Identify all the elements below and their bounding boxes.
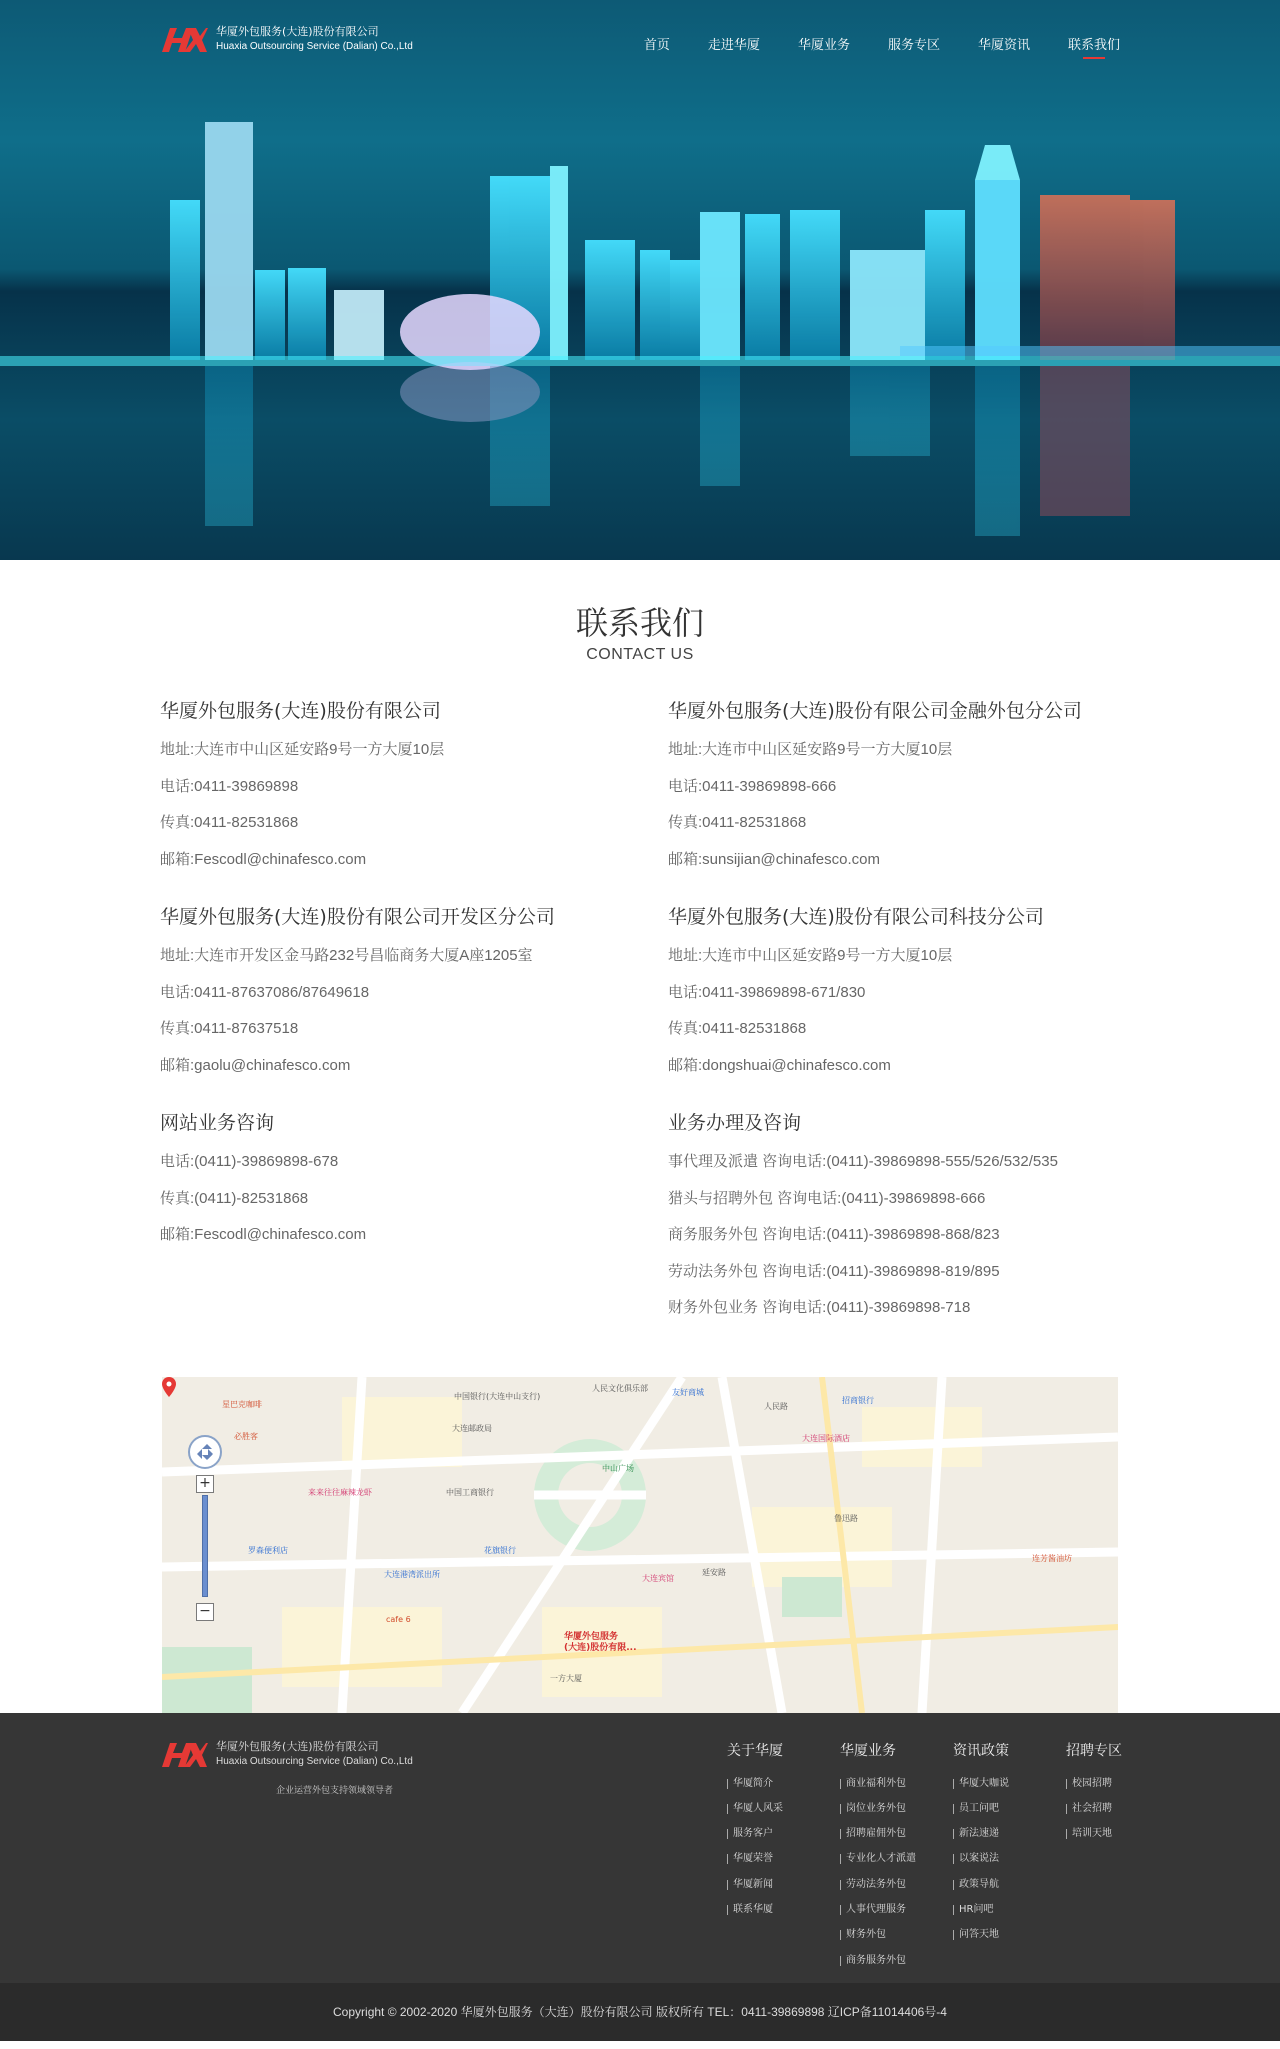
office-phone: 电话:(0411)-39869898-678	[160, 1153, 339, 1170]
footer-link[interactable]: 员工问吧	[953, 1796, 1066, 1821]
map-poi-label: cafe 6	[386, 1614, 411, 1624]
office-name: 华厦外包服务(大连)股份有限公司科技分公司	[668, 906, 1044, 928]
footer-link[interactable]: 校园招聘	[1066, 1771, 1179, 1796]
nav-news[interactable]: 华厦资讯	[977, 38, 1030, 53]
footer-column	[840, 1741, 953, 1973]
office-address: 地址:大连市中山区延安路9号一方大厦10层	[160, 741, 445, 758]
office-address: 地址:大连市中山区延安路9号一方大厦10层	[668, 741, 953, 758]
office-phone: 电话:0411-39869898-671/830	[668, 983, 866, 1001]
footer-link[interactable]: 招聘雇佣外包	[840, 1821, 953, 1846]
service-hotline: 劳动法务外包 咨询电话:(0411)-39869898-819/895	[668, 1262, 1000, 1280]
footer-slogan: 企业运营外包支持领域领导者	[276, 1785, 394, 1796]
footer-link[interactable]: 商业福利外包	[840, 1771, 953, 1796]
pan-up-icon[interactable]	[202, 1439, 212, 1449]
map-poi-label: 来来往往麻辣龙虾	[308, 1487, 372, 1497]
footer-link[interactable]: 社会招聘	[1066, 1796, 1179, 1821]
footer-column-title[interactable]: 招聘专区	[1066, 1742, 1122, 1759]
office-card	[668, 904, 1120, 1084]
office-list	[160, 698, 1120, 1327]
map-marker-line: 华厦外包服务	[564, 1631, 619, 1642]
pan-left-icon[interactable]	[192, 1449, 202, 1459]
footer-link[interactable]: 服务客户	[727, 1821, 840, 1846]
section-title-cn: 联系我们	[575, 604, 704, 642]
map-pan-control[interactable]	[188, 1435, 222, 1469]
office-card	[668, 1110, 1120, 1327]
footer-column-title[interactable]: 关于华厦	[727, 1742, 783, 1759]
map-road-label: 鲁迅路	[834, 1513, 858, 1523]
footer-link[interactable]: 岗位业务外包	[840, 1796, 953, 1821]
hx-logo-icon	[160, 24, 208, 54]
service-hotline: 事代理及派遣 咨询电话:(0411)-39869898-555/526/532/535	[668, 1153, 1058, 1170]
footer-column-title[interactable]: 华厦业务	[840, 1742, 896, 1759]
brand-name-en: Huaxia Outsourcing Service (Dalian) Co.,Ltd	[216, 41, 413, 52]
office-fax: 传真:(0411)-82531868	[160, 1189, 309, 1207]
map-road-label: 人民路	[764, 1401, 788, 1411]
footer-column	[953, 1741, 1066, 1973]
footer-link[interactable]: 以案说法	[953, 1846, 1066, 1871]
footer-links	[727, 1741, 1179, 1973]
footer-link[interactable]: 华厦新闻	[727, 1872, 840, 1897]
footer-link[interactable]: 财务外包	[840, 1922, 953, 1947]
office-name: 华厦外包服务(大连)股份有限公司	[160, 700, 441, 722]
footer-link[interactable]: 华厦人风采	[727, 1796, 840, 1821]
office-address: 地址:大连市中山区延安路9号一方大厦10层	[668, 947, 953, 964]
nav-home[interactable]: 首页	[643, 38, 670, 53]
service-hotline: 商务服务外包 咨询电话:(0411)-39869898-868/823	[668, 1226, 1000, 1243]
map-poi-label: 招商银行	[842, 1395, 874, 1405]
office-name: 网站业务咨询	[160, 1112, 275, 1134]
office-fax: 传真:0411-82531868	[160, 814, 299, 831]
map-marker-line: (大连)股份有限...	[564, 1642, 637, 1653]
copyright: Copyright © 2002-2020 华厦外包服务（大连）股份有限公司 版权所有 TEL：0411-39869898 辽ICP备11014406号-4	[0, 1983, 1280, 2041]
footer-link[interactable]: 培训天地	[1066, 1821, 1179, 1846]
nav-business[interactable]: 华厦业务	[797, 38, 850, 53]
nav-about[interactable]: 走进华厦	[707, 38, 760, 53]
office-card	[668, 698, 1120, 878]
map-poi-label: 一方大厦	[550, 1673, 582, 1683]
footer-column-title[interactable]: 资讯政策	[953, 1742, 1009, 1759]
office-name: 华厦外包服务(大连)股份有限公司开发区分公司	[160, 906, 555, 928]
office-name: 业务办理及咨询	[668, 1112, 802, 1134]
site-logo[interactable]	[160, 24, 413, 54]
hero-banner	[0, 0, 1280, 560]
service-hotline: 财务外包业务 咨询电话:(0411)-39869898-718	[668, 1299, 971, 1316]
zoom-out-button[interactable]: −	[196, 1603, 214, 1621]
main-nav	[606, 34, 1120, 59]
office-email[interactable]: 邮箱:sunsijian@chinafesco.com	[668, 850, 880, 868]
footer-column	[1066, 1741, 1179, 1973]
office-card	[160, 1110, 668, 1327]
office-fax: 传真:0411-82531868	[668, 814, 807, 831]
office-card	[160, 698, 668, 878]
office-email[interactable]: 邮箱:Fescodl@chinafesco.com	[160, 850, 367, 868]
footer-link[interactable]: 华厦简介	[727, 1771, 840, 1796]
footer-link[interactable]: 新法速递	[953, 1821, 1066, 1846]
footer-link[interactable]: 人事代理服务	[840, 1897, 953, 1922]
map-poi-label: 中山广场	[602, 1463, 634, 1473]
footer-link[interactable]: 问答天地	[953, 1922, 1066, 1947]
map-poi-label: 大连宾馆	[642, 1573, 674, 1583]
header	[0, 0, 1280, 90]
contact-section	[0, 560, 1280, 1713]
map-canvas	[162, 1377, 1118, 1713]
map-poi-label: 大连邮政局	[452, 1423, 492, 1433]
footer-link[interactable]: 华厦荣誉	[727, 1846, 840, 1871]
map-controls	[188, 1435, 222, 1621]
map-poi-label: 大连国际酒店	[802, 1433, 850, 1443]
zoom-slider[interactable]	[202, 1495, 208, 1597]
footer-link[interactable]: 联系华厦	[727, 1897, 840, 1922]
map-poi-label: 连芳酱油坊	[1032, 1553, 1072, 1563]
pan-right-icon[interactable]	[208, 1449, 218, 1459]
map-poi-label: 花旗银行	[484, 1545, 516, 1555]
office-email[interactable]: 邮箱:dongshuai@chinafesco.com	[668, 1056, 891, 1074]
office-card	[160, 904, 668, 1084]
footer-link[interactable]: 专业化人才派遣	[840, 1846, 953, 1871]
map-poi-label: 友好商城	[672, 1387, 704, 1397]
nav-contact[interactable]: 联系我们	[1068, 34, 1120, 59]
footer-link[interactable]: 商务服务外包	[840, 1948, 953, 1973]
office-address: 地址:大连市开发区金马路232号昌临商务大厦A座1205室	[160, 947, 533, 964]
brand-name-en: Huaxia Outsourcing Service (Dalian) Co.,Ltd	[216, 1755, 413, 1767]
office-email[interactable]: 邮箱:gaolu@chinafesco.com	[160, 1056, 351, 1074]
zoom-in-button[interactable]: +	[196, 1475, 214, 1493]
brand-name-cn: 华厦外包服务(大连)股份有限公司	[216, 1739, 379, 1753]
office-phone: 电话:0411-39869898	[160, 777, 299, 795]
footer-logo[interactable]	[160, 1739, 413, 1769]
nav-services[interactable]: 服务专区	[887, 38, 940, 53]
map-poi-label: 大连港湾派出所	[384, 1569, 440, 1579]
map-road-label: 延安路	[702, 1567, 726, 1577]
office-phone: 电话:0411-39869898-666	[668, 777, 837, 795]
brand-name-cn: 华厦外包服务(大连)股份有限公司	[216, 25, 379, 38]
hx-logo-icon	[160, 1739, 208, 1769]
office-email[interactable]: 邮箱:Fescodl@chinafesco.com	[160, 1226, 367, 1243]
office-name: 华厦外包服务(大连)股份有限公司金融外包分公司	[668, 700, 1082, 722]
footer-link[interactable]: 华厦大咖说	[953, 1771, 1066, 1796]
section-title-en: CONTACT US	[586, 646, 694, 663]
office-fax: 传真:0411-87637518	[160, 1020, 299, 1037]
office-phone: 电话:0411-87637086/87649618	[160, 983, 370, 1001]
map-poi-label: 人民文化俱乐部	[592, 1383, 648, 1393]
map-marker-icon[interactable]	[162, 1377, 176, 1397]
service-hotline: 猎头与招聘外包 咨询电话:(0411)-39869898-666	[668, 1189, 986, 1207]
footer-column	[727, 1741, 840, 1973]
section-title	[0, 602, 1280, 666]
map-poi-label: 中国银行(大连中山支行)	[454, 1391, 541, 1401]
location-map[interactable]	[162, 1377, 1118, 1713]
map-poi-label: 中国工商银行	[446, 1487, 494, 1497]
map-poi-label: 罗森便利店	[248, 1545, 288, 1555]
map-marker-label[interactable]	[564, 1632, 636, 1654]
map-poi-label: 必胜客	[234, 1431, 258, 1441]
office-fax: 传真:0411-82531868	[668, 1020, 807, 1037]
footer-link[interactable]: 劳动法务外包	[840, 1872, 953, 1897]
map-poi-label: 星巴克咖啡	[222, 1399, 262, 1409]
footer-link[interactable]: HR问吧	[953, 1897, 1066, 1922]
footer-link[interactable]: 政策导航	[953, 1872, 1066, 1897]
footer	[0, 1713, 1280, 1983]
